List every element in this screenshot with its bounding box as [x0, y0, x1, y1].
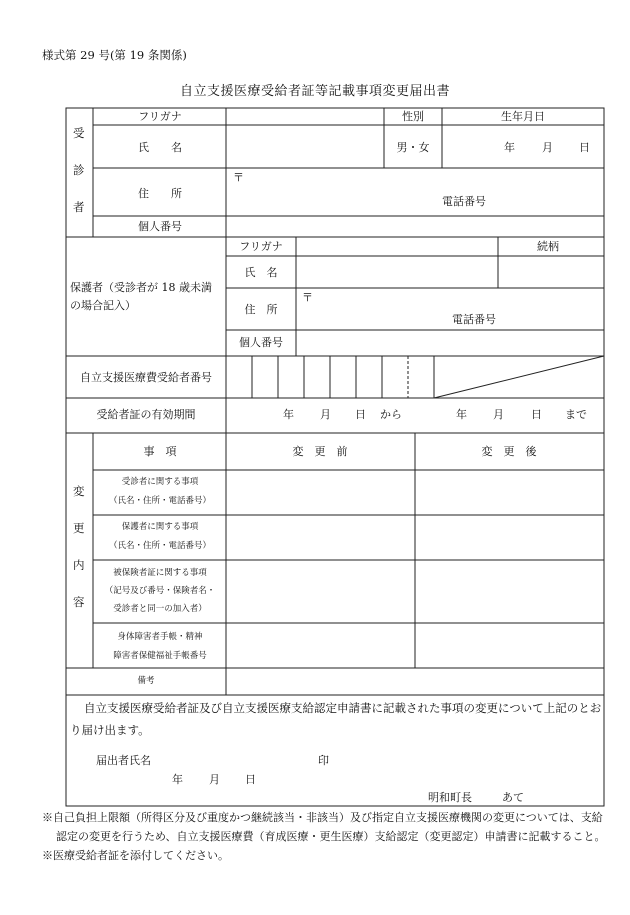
patient-furigana-label: フリガナ [138, 110, 182, 123]
notes [42, 808, 612, 865]
change-row-patient-title: 受診者に関する事項 [121, 477, 199, 487]
change-row-guardian-title: 保護者に関する事項 [121, 522, 199, 532]
change-row-insurance-sub2: 受診者と同一の加入者） [113, 604, 207, 614]
form-title: 自立支援医療受給者証等記載事項変更届出書 [179, 84, 450, 99]
change-row-insurance-title: 被保険者証に関する事項 [113, 568, 207, 578]
validity-label: 受給者証の有効期間 [96, 408, 196, 421]
applicant-name-label: 届出者氏名 [96, 754, 151, 767]
recipient-number-label: 自立支援医療費受給者番号 [80, 371, 212, 384]
guardian-section-label-cont: の場合記入） [70, 299, 136, 312]
change-row-handbook-title: 身体障害者手帳・精神 [117, 632, 203, 642]
change-row-insurance-sub: （記号及び番号・保険者名・ [104, 586, 216, 596]
changes-section-label: 変 更 内 容 [73, 484, 85, 609]
changes-before-header: 変 更 前 [292, 445, 348, 458]
dob-header: 生年月日 [501, 110, 545, 123]
dob-year-label: 年 [504, 141, 515, 154]
note-item: ※自己負担上限額（所得区分及び重度かつ継続該当・非該当）及び指定自立支援医療機関の変更については、支給認定の変更を行うため、自立支援医療費（育成医療・更生医療）支給認定（変更認定）申請書に記載すること。 [42, 811, 606, 843]
change-row-patient-sub: （氏名・住所・電話番号） [108, 496, 212, 506]
patient-my-number-label: 個人番号 [138, 220, 182, 233]
validity-to-month: 月 [493, 408, 504, 421]
gender-header: 性別 [402, 110, 424, 123]
patient-phone-label: 電話番号 [442, 195, 486, 208]
patient-postal-mark: 〒 [233, 171, 244, 184]
addressee-name: 明和町長 [428, 791, 472, 804]
dob-day-label: 日 [579, 141, 590, 154]
patient-name-label: 氏 名 [138, 141, 182, 154]
patient-section-label: 受 診 者 [73, 126, 85, 214]
note-item: ※医療受給者証を添付してください。 [42, 849, 229, 862]
validity-from-day: 日 [355, 408, 366, 421]
addressee-suffix: あて [502, 791, 524, 804]
guardian-phone-label: 電話番号 [452, 313, 496, 326]
guardian-furigana-label: フリガナ [239, 240, 283, 253]
changes-item-header: 事 項 [143, 445, 177, 458]
date-day-label: 日 [245, 773, 256, 786]
change-row-handbook-sub: 障害者保健福祉手帳番号 [113, 651, 207, 661]
date-month-label: 月 [209, 773, 220, 786]
relationship-header: 続柄 [537, 240, 559, 253]
validity-until-word: まで [565, 408, 587, 421]
form-number: 様式第 29 号(第 19 条関係) [42, 48, 187, 62]
guardian-section-label: 保護者（受診者が 18 歳未満 [70, 281, 212, 294]
declaration-text: 自立支援医療受給者証及び自立支援医療支給認定申請書に記載された事項の変更について上記のとおり届け出ます。 [70, 701, 602, 737]
validity-from-month: 月 [320, 408, 331, 421]
gender-options[interactable]: 男・女 [396, 141, 430, 154]
guardian-my-number-label: 個人番号 [239, 336, 283, 349]
validity-from-word: から [380, 408, 402, 421]
seal-mark: 印 [318, 754, 329, 767]
guardian-postal-mark: 〒 [302, 291, 313, 304]
dob-month-label: 月 [542, 141, 553, 154]
guardian-name-label: 氏 名 [244, 266, 278, 279]
remarks-label: 備考 [137, 676, 155, 686]
guardian-address-label: 住 所 [244, 303, 278, 316]
change-row-guardian-sub: （氏名・住所・電話番号） [108, 541, 212, 551]
validity-to-year: 年 [456, 408, 467, 421]
validity-from-year: 年 [283, 408, 294, 421]
changes-after-header: 変 更 後 [481, 445, 537, 458]
patient-address-label: 住 所 [138, 187, 182, 200]
date-year-label: 年 [172, 773, 183, 786]
validity-to-day: 日 [531, 408, 542, 421]
